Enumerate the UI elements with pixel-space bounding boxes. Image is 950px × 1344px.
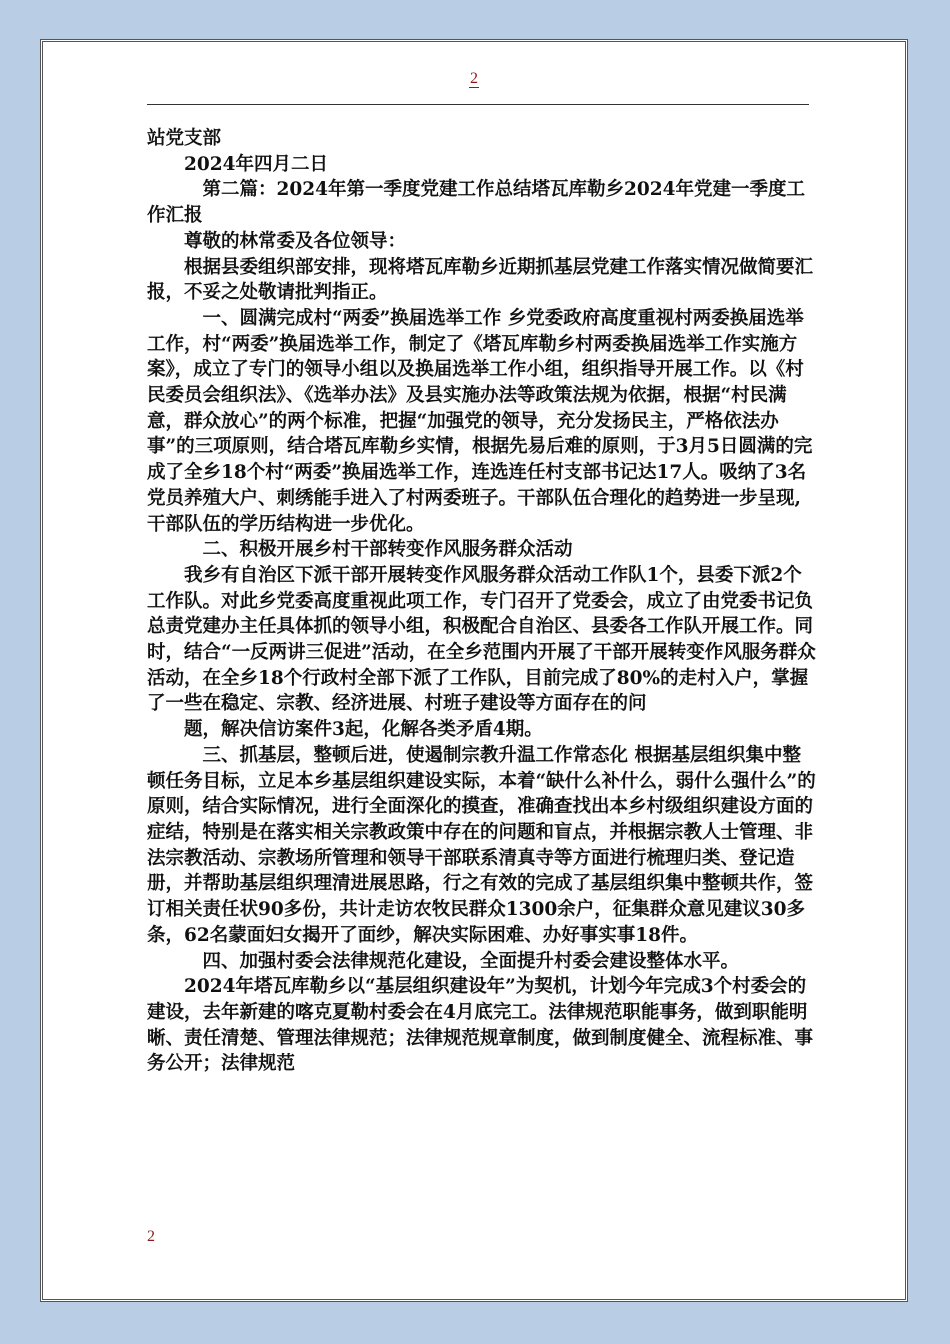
paragraph: 尊敬的林常委及各位领导： xyxy=(184,230,407,252)
paragraph: 第二篇：2024年第一季度党建工作总结塔瓦库勒乡2024年党建一季度工作汇报 xyxy=(147,179,805,227)
paragraph: 题，解决信访案件3起，化解各类矛盾4期。 xyxy=(184,719,543,741)
paragraph: 根据县委组织部安排，现将塔瓦库勒乡近期抓基层党建工作落实情况做简要汇报，不妥之处敬请批判指正。 xyxy=(147,256,814,304)
header-rule xyxy=(147,104,809,105)
paragraph: 一、圆满完成村“两委”换届选举工作 乡党委政府高度重视村两委换届选举工作，村“两委”换届选举工作，制定了《塔瓦库勒乡村两委换届选举工作实施方案》，成立了专门的领导小组以及换届选举工作小组，组织指导开展工作。以《村民委员会组织法》、《选举办法》及县实施办法等政策法规为依据，根据“村民满意，群众放心”的两个标准，把握“加强党的领导，充分发扬民主，严格依法办事”的三项原则，结合塔瓦库勒乡实情，根据先易后难的原则，于3月5日圆满的完成了全乡18个村“两委”换届选举工作，连选连任村支部书记达17人。吸纳了3名党员养殖大户、刺绣能手进入了村两委班子。干部队伍合理化的趋势进一步呈现,干部队伍的学历结构进一步优化。 xyxy=(147,307,813,535)
paragraph: 2024年四月二日 xyxy=(184,153,328,175)
footer-page-number: 2 xyxy=(147,1228,155,1245)
paragraph: 二、积极开展乡村干部转变作风服务群众活动 xyxy=(202,539,573,561)
paragraph: 站党支部 xyxy=(147,128,222,149)
paragraph: 四、加强村委会法律规范化建设，全面提升村委会建设整体水平。 xyxy=(202,950,740,972)
paragraph: 我乡有自治区下派干部开展转变作风服务群众活动工作队1个，县委下派2个工作队。对此乡党委高度重视此项工作，专门召开了党委会，成立了由党委书记负总责党建办主任具体抓的领导小组，积极配合自治区、县委各工作队开展工作。同时，结合“一反两讲三促进”活动，在全乡范围内开展了干部开展转变作风服务群众活动，在全乡18个行政村全部下派了工作队，目前完成了80%的走村入户，掌握了一些在稳定、宗教、经济进展、村班子建设等方面存在的问 xyxy=(147,564,816,715)
document-body xyxy=(147,126,817,1077)
header-page-number: 2 xyxy=(470,70,478,87)
document-page xyxy=(40,39,908,1302)
paragraph: 三、抓基层，整顿后进，使遏制宗教升温工作常态化 根据基层组织集中整顿任务目标，立足本乡基层组织建设实际，本着“缺什么补什么，弱什么强什么”的原则，结合实际情况，进行全面深化的摸查，准确查找出本乡村级组织建设方面的症结，特别是在落实相关宗教政策中存在的问题和盲点，并根据宗教人士管理、非法宗教活动、宗教场所管理和领导干部联系清真寺等方面进行梳理归类、登记造册，并帮助基层组织理清进展思路，行之有效的完成了基层组织集中整顿共作，签订相关责任状90多份，共计走访农牧民群众1300余户，征集群众意见建议30多条，62名蒙面妇女揭开了面纱，解决实际困难、办好事实事18件。 xyxy=(147,744,816,946)
paragraph: 2024年塔瓦库勒乡以“基层组织建设年”为契机，计划今年完成3个村委会的建设，去年新建的喀克夏勒村委会在4月底完工。法律规范职能事务，做到职能明晰、责任清楚、管理法律规范；法律规范规章制度，做到制度健全、流程标准、事务公开；法律规范 xyxy=(147,976,814,1075)
